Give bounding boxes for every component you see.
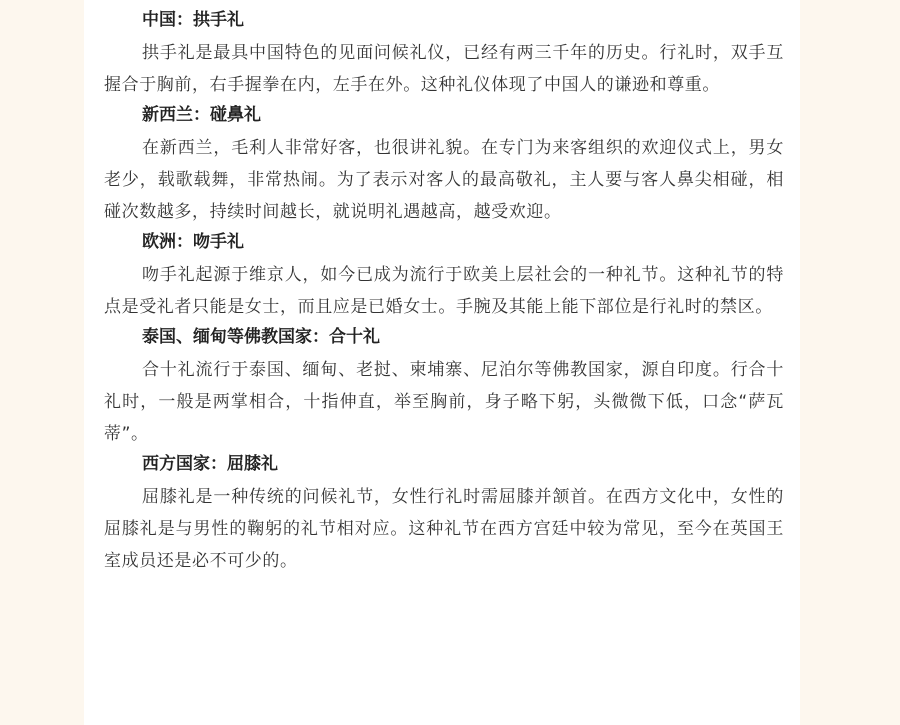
section-title: 欧洲：吻手礼 [142,232,244,252]
section-thailand-myanmar [104,325,784,450]
section-body: 在新西兰，毛利人非常好客，也很讲礼貌。在专门为来客组织的欢迎仪式上，男女老少，载歌载舞，非常热闹。为了表示对客人的最高敬礼，主人要与客人鼻尖相碰，相碰次数越多，持续时间越长，就说明礼遇越高，越受欢迎。 [104,138,784,222]
section-china [104,8,784,101]
section-body: 屈膝礼是一种传统的问候礼节，女性行礼时需屈膝并颔首。在西方文化中，女性的屈膝礼是与男性的鞠躬的礼节相对应。这种礼节在西方宫廷中较为常见，至今在英国王室成员还是必不可少的。 [104,487,784,571]
section-title: 新西兰：碰鼻礼 [142,105,261,125]
section-title: 西方国家：屈膝礼 [142,454,278,474]
section-europe [104,230,784,323]
section-western [104,452,784,577]
article-page [84,0,800,725]
section-body: 吻手礼起源于维京人，如今已成为流行于欧美上层社会的一种礼节。这种礼节的特点是受礼者只能是女士，而且应是已婚女士。手腕及其能上能下部位是行礼时的禁区。 [104,265,784,317]
article-content [104,8,784,579]
section-body: 拱手礼是最具中国特色的见面问候礼仪，已经有两三千年的历史。行礼时，双手互握合于胸前，右手握拳在内，左手在外。这种礼仪体现了中国人的谦逊和尊重。 [104,43,784,95]
section-body: 合十礼流行于泰国、缅甸、老挝、柬埔寨、尼泊尔等佛教国家，源自印度。行合十礼时，一般是两掌相合，十指伸直，举至胸前，身子略下躬，头微微下低，口念“萨瓦蒂”。 [104,360,784,444]
section-title: 中国：拱手礼 [142,10,244,30]
section-new-zealand [104,103,784,228]
section-title: 泰国、缅甸等佛教国家：合十礼 [142,327,380,347]
